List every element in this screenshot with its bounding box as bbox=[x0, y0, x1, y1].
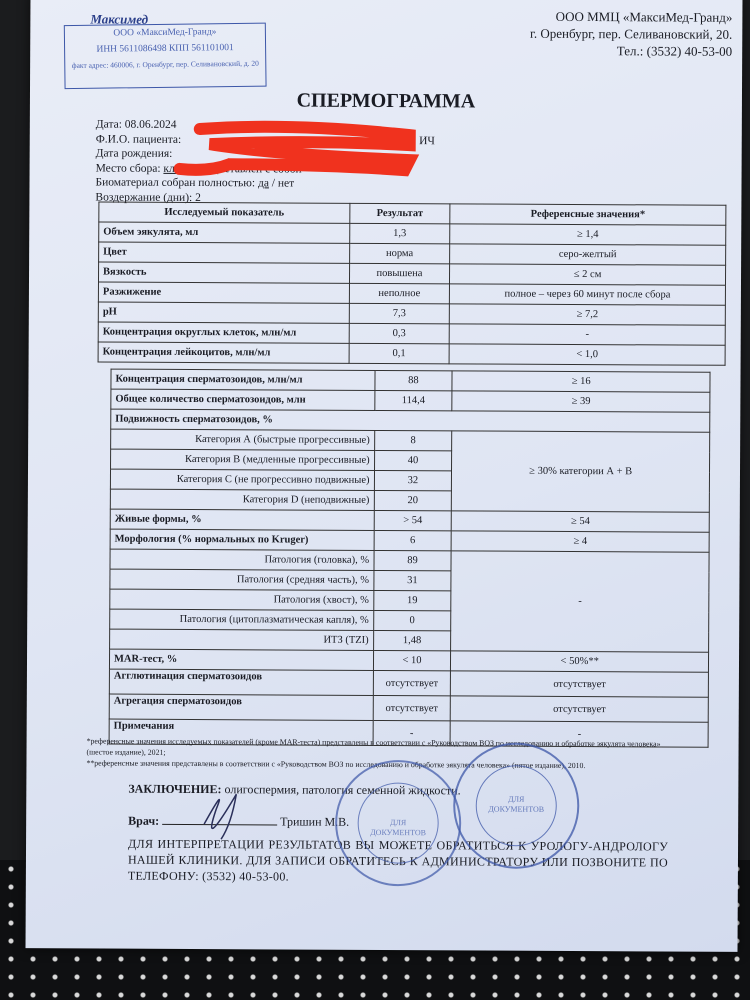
parameter-name: Категория С (не прогрессивно подвижные) bbox=[110, 469, 374, 490]
table-row bbox=[98, 342, 725, 365]
svg-text:ДЛЯ: ДЛЯ bbox=[390, 818, 407, 828]
parameter-name: Патология (цитоплазматическая капля), % bbox=[110, 609, 374, 630]
patient-name: Ф.И.О. пациента: ИЧ bbox=[95, 132, 435, 147]
result-value: 1,3 bbox=[349, 223, 449, 244]
section-heading: Подвижность сперматозоидов, % bbox=[111, 409, 710, 432]
column-header: Результат bbox=[350, 203, 450, 224]
result-value: 0 bbox=[373, 610, 451, 630]
basic-parameters-table bbox=[98, 202, 727, 366]
doctor-signature-line: Врач: Тришин М.В. bbox=[128, 813, 350, 829]
result-value: отсутствует bbox=[373, 670, 451, 695]
clinic-header bbox=[530, 8, 733, 60]
parameter-name: Разжижение bbox=[98, 282, 349, 303]
parameter-name: MAR-тест, % bbox=[109, 649, 373, 670]
result-value: 40 bbox=[374, 450, 452, 470]
parameter-name: Агрегация сперматозоидов bbox=[109, 694, 373, 720]
result-value: 114,4 bbox=[374, 390, 452, 410]
parameter-name: Концентрация сперматозоидов, млн/мл bbox=[111, 369, 375, 390]
result-value: неполное bbox=[349, 283, 449, 304]
parameter-name: ИТЗ (TZI) bbox=[110, 629, 374, 650]
reference-value: < 50%** bbox=[451, 651, 709, 672]
corner-stamp bbox=[64, 23, 267, 89]
parameter-name: Категория В (медленные прогрессивные) bbox=[111, 449, 375, 470]
parameter-name: Агглютинация сперматозоидов bbox=[109, 669, 373, 695]
result-value: 1,48 bbox=[373, 630, 451, 650]
result-value: повышена bbox=[349, 263, 449, 284]
clinic-name: ООО ММЦ «МаксиМед-Гранд» bbox=[555, 8, 733, 25]
reference-value: полное – через 60 минут после сбора bbox=[449, 284, 725, 305]
stamp-line: ИНН 5611086498 КПП 561101001 bbox=[96, 43, 234, 55]
collection-place: Место сбора: клиника / доставлен с собой bbox=[95, 161, 302, 176]
reference-value: отсутствует bbox=[451, 696, 709, 722]
svg-text:ДОКУМЕНТОВ: ДОКУМЕНТОВ bbox=[370, 827, 427, 838]
parameter-name: pH bbox=[98, 302, 349, 323]
reference-value: - bbox=[451, 551, 709, 652]
parameter-name: Патология (головка), % bbox=[110, 549, 374, 570]
result-value: < 10 bbox=[373, 650, 451, 670]
reference-value: серо-желтый bbox=[450, 244, 726, 265]
parameter-name: Патология (хвост), % bbox=[110, 589, 374, 610]
result-value: 88 bbox=[374, 370, 452, 390]
reference-value: - bbox=[450, 721, 708, 747]
result-value: - bbox=[373, 720, 451, 745]
reference-value: - bbox=[449, 324, 725, 345]
reference-value: ≥ 7,2 bbox=[449, 304, 725, 325]
clinic-logo: Максимед bbox=[90, 11, 149, 27]
reference-value: ≤ 2 см bbox=[450, 264, 726, 285]
result-value: 89 bbox=[374, 550, 452, 570]
parameter-name: Патология (средняя часть), % bbox=[110, 569, 374, 590]
result-value: 0,1 bbox=[349, 343, 449, 364]
parameter-name: Морфология (% нормальных по Kruger) bbox=[110, 529, 374, 550]
parameter-name: Цвет bbox=[99, 242, 350, 263]
date: Дата: 08.06.2024 bbox=[95, 118, 177, 131]
abstinence-days: Воздержание (дни): 2 bbox=[95, 190, 201, 204]
clinic-phone: Тел.: (3532) 40-53-00 bbox=[616, 43, 733, 59]
parameter-name: Категория А (быстрые прогрессивные) bbox=[111, 429, 375, 450]
reference-value: ≥ 16 bbox=[452, 371, 710, 392]
reference-value: ≥ 1,4 bbox=[450, 224, 726, 245]
reference-value: ≥ 39 bbox=[452, 391, 710, 412]
footnote-1: *референсные значения исследуемых показателей (кроме MAR-теста) представлены в соответствии с «Руководством ВОЗ по исследованию и обработке эякулята человека» (шестое издание), 2021; bbox=[86, 736, 661, 757]
birth-date: Дата рождения: bbox=[95, 147, 173, 160]
result-value: отсутствует bbox=[373, 695, 451, 720]
stamp-line: факт адрес: 460006, г. Оренбург, пер. Селивановский, д. 20 bbox=[71, 58, 259, 70]
stamp-line: ООО «МаксиМед-Гранд» bbox=[113, 27, 217, 39]
result-value: 6 bbox=[374, 530, 452, 550]
column-header: Референсные значения* bbox=[450, 204, 726, 225]
svg-text:ДЛЯ: ДЛЯ bbox=[508, 794, 525, 804]
reference-value: ≥ 30% категории А + В bbox=[452, 431, 710, 512]
advice-text: ДЛЯ ИНТЕРПРЕТАЦИИ РЕЗУЛЬТАТОВ ВЫ МОЖЕТЕ ОБРАТИТЬСЯ К УРОЛОГУ-АНДРОЛОГУ НАШЕЙ КЛИНИКИ. ДЛЯ ЗАПИСИ ОБРАТИТЕСЬ К АДМИНИСТРАТОРУ ИЛИ ПОЗВОНИТЕ ПО ТЕЛЕФОНУ: (3532) 40-53-00. bbox=[127, 836, 669, 884]
sperm-parameters-table bbox=[109, 369, 711, 748]
patient-info bbox=[95, 117, 435, 206]
parameter-name: Категория D (неподвижные) bbox=[110, 489, 374, 510]
result-value: 19 bbox=[373, 590, 451, 610]
footnote-2: **референсные значения представлены в соответствии с «Руководством ВОЗ по исследованию и обработке эякулята человека» (пятое издание), 2010. bbox=[86, 758, 586, 771]
footnotes bbox=[86, 735, 666, 771]
parameter-name: Концентрация округлых клеток, млн/мл bbox=[98, 322, 349, 343]
table-row bbox=[109, 669, 708, 697]
reference-value: отсутствует bbox=[451, 671, 709, 697]
parameter-name: Концентрация лейкоцитов, млн/мл bbox=[98, 342, 349, 363]
reference-value: < 1,0 bbox=[449, 344, 725, 365]
result-value: > 54 bbox=[374, 510, 452, 530]
result-value: 20 bbox=[374, 490, 452, 510]
parameter-name: Живые формы, % bbox=[110, 509, 374, 530]
result-value: 31 bbox=[373, 570, 451, 590]
parameter-name: Вязкость bbox=[98, 262, 349, 283]
biomaterial-complete: Биоматериал собран полностью: да / нет bbox=[95, 176, 295, 190]
column-header: Исследуемый показатель bbox=[99, 202, 350, 223]
conclusion: ЗАКЛЮЧЕНИЕ: олигоспермия, патология семенной жидкости. bbox=[128, 781, 461, 798]
result-value: 8 bbox=[374, 430, 452, 450]
result-value: 0,3 bbox=[349, 323, 449, 344]
clinic-address: г. Оренбург, пер. Селивановский, 20. bbox=[530, 25, 733, 42]
reference-value: ≥ 54 bbox=[452, 511, 710, 532]
parameter-name: Общее количество сперматозоидов, млн bbox=[111, 389, 375, 410]
table-row bbox=[109, 694, 708, 722]
svg-text:ДОКУМЕНТОВ: ДОКУМЕНТОВ bbox=[488, 804, 545, 814]
result-value: 7,3 bbox=[349, 303, 449, 324]
page-title: СПЕРМОГРАММА bbox=[296, 89, 476, 113]
parameter-name: Примечания bbox=[109, 719, 373, 745]
result-value: норма bbox=[349, 243, 449, 264]
reference-value: ≥ 4 bbox=[451, 531, 709, 552]
result-value: 32 bbox=[374, 470, 452, 490]
parameter-name: Объем эякулята, мл bbox=[99, 222, 350, 243]
document-sheet bbox=[26, 0, 743, 952]
